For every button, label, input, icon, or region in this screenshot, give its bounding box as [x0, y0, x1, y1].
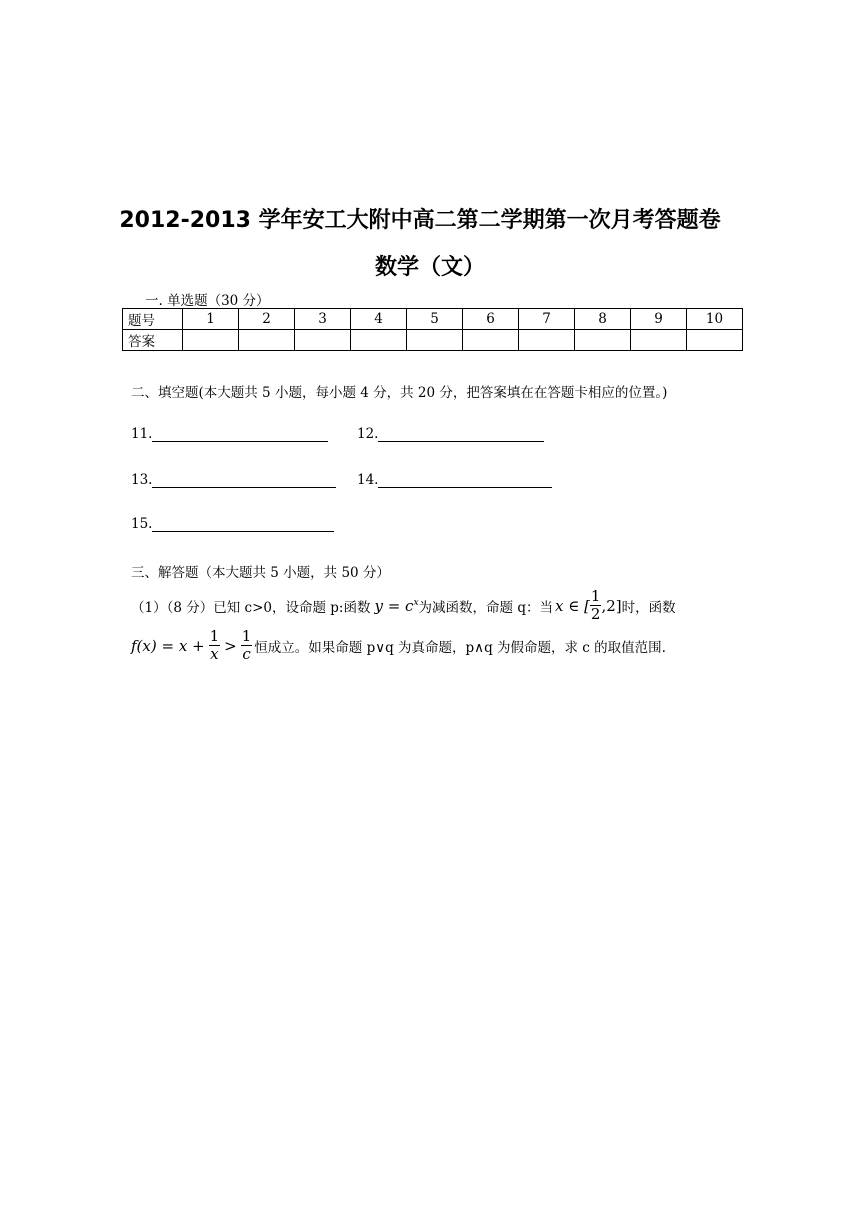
- fill-blank-11: [131, 426, 328, 442]
- q1-x-in: x ∈ [: [554, 596, 590, 615]
- greater-than: >: [224, 636, 237, 655]
- blank-line[interactable]: [378, 472, 552, 488]
- answer-cell[interactable]: [295, 330, 351, 351]
- answer-cell[interactable]: [183, 330, 239, 351]
- row-label-number: 题号: [123, 309, 183, 330]
- answer-cell[interactable]: [351, 330, 407, 351]
- question-number: 3: [295, 309, 351, 330]
- table-row-numbers: [123, 309, 743, 330]
- fraction-numerator: 1: [241, 627, 252, 645]
- fraction-half: [590, 588, 602, 623]
- fill-blank-15: [131, 516, 334, 532]
- formula-exponent: x: [413, 597, 419, 608]
- q1-mid: 为减函数，命题 q：当: [418, 599, 553, 616]
- answer-cell[interactable]: [407, 330, 463, 351]
- question-number: 6: [463, 309, 519, 330]
- blank-line[interactable]: [152, 472, 336, 488]
- page-subtitle: 数学（文）: [374, 255, 485, 280]
- blank-line[interactable]: [378, 426, 544, 442]
- section3-heading: 三、解答题（本大题共 5 小题，共 50 分）: [131, 565, 390, 581]
- fraction-denominator: 2: [590, 605, 601, 623]
- question-number: 7: [519, 309, 575, 330]
- row-label-answer: 答案: [123, 330, 183, 351]
- question-number: 1: [183, 309, 239, 330]
- question-number: 8: [575, 309, 631, 330]
- section2-heading: 二、填空题(本大题共 5 小题，每小题 4 分，共 20 分，把答案填在在答题卡相应的位置。): [131, 385, 668, 401]
- question-number: 2: [239, 309, 295, 330]
- q1-formula: [374, 597, 418, 615]
- answer-table: [122, 308, 743, 351]
- blank-label: 13.: [131, 472, 153, 488]
- fraction-one-over-x: [209, 628, 221, 663]
- answer-cell[interactable]: [575, 330, 631, 351]
- question-number: 10: [687, 309, 743, 330]
- fill-blank-13: [131, 472, 336, 488]
- fraction-denominator: x: [210, 645, 219, 663]
- fraction-numerator: 1: [590, 587, 601, 605]
- formula-y: y = c: [374, 596, 414, 615]
- q1-tail: 恒成立。如果命题 p∨q 为真命题，p∧q 为假命题，求 c 的取值范围.: [254, 639, 666, 656]
- blank-label: 12.: [357, 426, 379, 442]
- table-row-answers: [123, 330, 743, 351]
- blank-line[interactable]: [152, 516, 334, 532]
- page-title: 2012-2013 学年安工大附中高二第二学期第一次月考答题卷: [119, 208, 721, 233]
- question-number: 5: [407, 309, 463, 330]
- blank-label: 15.: [131, 516, 153, 532]
- q1-interval-end: ,2]: [601, 596, 622, 615]
- section1-heading: 一. 单选题（30 分）: [145, 293, 270, 309]
- q1-suffix: 时，函数: [621, 599, 676, 616]
- q1-function: f(x) = x +: [131, 636, 205, 655]
- blank-line[interactable]: [152, 426, 328, 442]
- fill-blank-14: [357, 472, 552, 488]
- answer-cell[interactable]: [239, 330, 295, 351]
- answer-cell[interactable]: [631, 330, 687, 351]
- answer-cell[interactable]: [519, 330, 575, 351]
- q1-prefix: （1）（8 分）已知 c>0，设命题 p:函数: [131, 599, 371, 616]
- fraction-one-over-c: [241, 628, 253, 663]
- fill-blank-12: [357, 426, 544, 442]
- question-number: 4: [351, 309, 407, 330]
- question-1-line-2: [131, 628, 666, 663]
- blank-label: 14.: [357, 472, 379, 488]
- answer-cell[interactable]: [687, 330, 743, 351]
- fraction-numerator: 1: [209, 627, 220, 645]
- blank-label: 11.: [131, 426, 153, 442]
- fraction-denominator: c: [242, 645, 251, 663]
- question-number: 9: [631, 309, 687, 330]
- question-1-line-1: [131, 588, 676, 623]
- answer-cell[interactable]: [463, 330, 519, 351]
